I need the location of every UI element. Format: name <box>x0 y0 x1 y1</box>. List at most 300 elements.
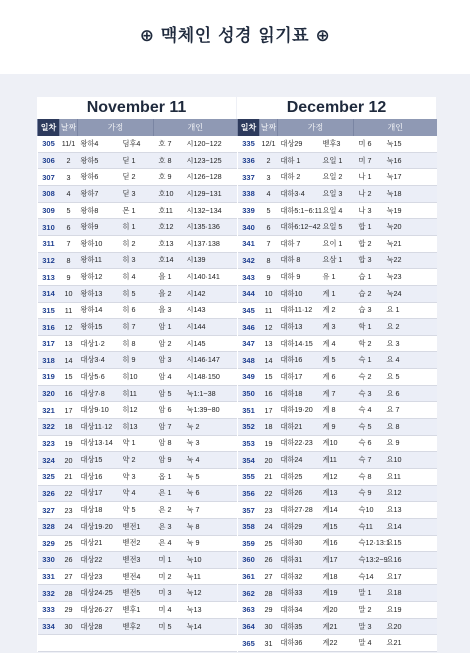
family-reading-1: 대상29 <box>278 136 320 153</box>
day-number: 354 <box>238 452 260 469</box>
table-row <box>238 152 437 169</box>
month-title: December 12 <box>237 97 436 119</box>
day-number: 346 <box>238 319 260 336</box>
december-panel <box>237 97 436 652</box>
personal-reading-1: 호13 <box>154 235 184 252</box>
table-row <box>238 319 437 336</box>
personal-reading-1: 슥11 <box>354 518 384 535</box>
family-reading-1 <box>78 635 120 652</box>
personal-reading-1: 욜 1 <box>154 269 184 286</box>
family-reading-1: 대하25 <box>278 468 320 485</box>
table-row <box>38 169 237 186</box>
family-reading-1: 대상15 <box>78 452 120 469</box>
family-reading-1: 대하35 <box>278 618 320 635</box>
personal-reading-2: 눅23 <box>384 269 437 286</box>
col-header-family: 가정 <box>278 119 354 136</box>
personal-reading-1: 말 2 <box>354 602 384 619</box>
table-row <box>238 535 437 552</box>
date-cell: 9 <box>260 269 278 286</box>
family-reading-2: 약 5 <box>120 502 154 519</box>
day-number: 326 <box>38 485 60 502</box>
personal-reading-1: 암 7 <box>154 419 184 436</box>
family-reading-1: 대상7·8 <box>78 385 120 402</box>
date-cell: 4 <box>260 186 278 203</box>
day-number: 349 <box>238 369 260 386</box>
personal-reading-1: 미 1 <box>154 552 184 569</box>
day-number: 314 <box>38 285 60 302</box>
table-row <box>238 369 437 386</box>
family-reading-1: 대하26 <box>278 485 320 502</box>
table-row <box>238 252 437 269</box>
day-number: 315 <box>38 302 60 319</box>
family-reading-2: 계14 <box>320 502 354 519</box>
col-header-day: 일차 <box>238 119 260 136</box>
family-reading-2: 딛 1 <box>120 152 154 169</box>
personal-reading-2: 눅 9 <box>184 535 237 552</box>
family-reading-2: 히 3 <box>120 252 154 269</box>
personal-reading-2: 시139 <box>184 252 237 269</box>
family-reading-2: 히 2 <box>120 235 154 252</box>
personal-reading-2: 시140·141 <box>184 269 237 286</box>
table-row <box>238 169 437 186</box>
family-reading-2: 계17 <box>320 552 354 569</box>
family-reading-2: 벧전1 <box>120 518 154 535</box>
month-title: November 11 <box>37 97 236 119</box>
personal-reading-2: 눅 7 <box>184 502 237 519</box>
date-cell: 8 <box>260 252 278 269</box>
personal-reading-1: 슥14 <box>354 568 384 585</box>
family-reading-2: 요일 1 <box>320 152 354 169</box>
day-number: 352 <box>238 419 260 436</box>
table-header-row <box>238 119 437 136</box>
personal-reading-2: 눅 3 <box>184 435 237 452</box>
date-cell: 26 <box>60 552 78 569</box>
table-row <box>238 385 437 402</box>
table-row <box>38 518 237 535</box>
personal-reading-1: 암 5 <box>154 385 184 402</box>
day-number: 331 <box>38 568 60 585</box>
personal-reading-2: 요17 <box>384 568 437 585</box>
family-reading-1: 대하3·4 <box>278 186 320 203</box>
date-cell: 12/1 <box>260 136 278 153</box>
table-header-row <box>38 119 237 136</box>
family-reading-1: 대상11·12 <box>78 419 120 436</box>
table-row <box>38 452 237 469</box>
date-cell: 10 <box>60 285 78 302</box>
date-cell: 6 <box>260 219 278 236</box>
table-row <box>38 585 237 602</box>
personal-reading-1: 욘 2 <box>154 502 184 519</box>
family-reading-1: 대하14·15 <box>278 335 320 352</box>
day-number: 359 <box>238 535 260 552</box>
table-row <box>238 335 437 352</box>
family-reading-1: 왕하12 <box>78 269 120 286</box>
personal-reading-2: 눅14 <box>184 618 237 635</box>
date-cell: 30 <box>60 618 78 635</box>
family-reading-2: 벧후2 <box>120 618 154 635</box>
family-reading-2: 요이 1 <box>320 235 354 252</box>
personal-reading-1: 암 2 <box>154 335 184 352</box>
day-number: 322 <box>38 419 60 436</box>
date-cell: 25 <box>260 535 278 552</box>
table-row <box>38 485 237 502</box>
family-reading-2: 히 7 <box>120 319 154 336</box>
date-cell: 11 <box>60 302 78 319</box>
family-reading-2: 요일 3 <box>320 186 354 203</box>
table-row <box>38 468 237 485</box>
date-cell: 16 <box>60 385 78 402</box>
day-number: 323 <box>38 435 60 452</box>
family-reading-1: 대하10 <box>278 285 320 302</box>
day-number: 365 <box>238 635 260 652</box>
personal-reading-1: 나 1 <box>354 169 384 186</box>
family-reading-1: 왕하15 <box>78 319 120 336</box>
date-cell: 18 <box>60 419 78 436</box>
personal-reading-2: 요 5 <box>384 369 437 386</box>
personal-reading-2: 요 4 <box>384 352 437 369</box>
day-number: 358 <box>238 518 260 535</box>
personal-reading-1: 암 6 <box>154 402 184 419</box>
personal-reading-2: 요21 <box>384 635 437 652</box>
col-header-family: 가정 <box>78 119 154 136</box>
table-row <box>238 568 437 585</box>
table-row <box>238 136 437 153</box>
personal-reading-1: 암 3 <box>154 352 184 369</box>
col-header-personal: 개인 <box>354 119 437 136</box>
family-reading-2: 히10 <box>120 369 154 386</box>
date-cell: 13 <box>260 335 278 352</box>
family-reading-2: 히13 <box>120 419 154 436</box>
personal-reading-1: 합 2 <box>354 235 384 252</box>
personal-reading-2: 눅21 <box>384 235 437 252</box>
personal-reading-2: 시146·147 <box>184 352 237 369</box>
table-row <box>238 186 437 203</box>
personal-reading-2: 요19 <box>384 602 437 619</box>
date-cell: 15 <box>260 369 278 386</box>
date-cell: 24 <box>260 518 278 535</box>
table-row <box>238 552 437 569</box>
family-reading-2 <box>120 635 154 652</box>
family-reading-2: 요삼 1 <box>320 252 354 269</box>
table-row <box>38 319 237 336</box>
family-reading-2: 계22 <box>320 635 354 652</box>
personal-reading-2: 눅 8 <box>184 518 237 535</box>
family-reading-1: 왕하13 <box>78 285 120 302</box>
family-reading-1: 왕하9 <box>78 219 120 236</box>
family-reading-2: 요일 4 <box>320 202 354 219</box>
table-row <box>38 186 237 203</box>
table-row <box>238 618 437 635</box>
family-reading-2: 벧전5 <box>120 585 154 602</box>
day-number: 310 <box>38 219 60 236</box>
personal-reading-2: 요12 <box>384 485 437 502</box>
day-number: 330 <box>38 552 60 569</box>
date-cell: 11 <box>260 302 278 319</box>
personal-reading-2 <box>184 635 237 652</box>
personal-reading-2: 요16 <box>384 552 437 569</box>
personal-reading-2: 요18 <box>384 585 437 602</box>
table-row <box>238 585 437 602</box>
col-header-day: 일차 <box>38 119 60 136</box>
personal-reading-1: 암 1 <box>154 319 184 336</box>
date-cell: 22 <box>60 485 78 502</box>
personal-reading-2: 눅 5 <box>184 468 237 485</box>
personal-reading-2: 눅15 <box>384 136 437 153</box>
personal-reading-2: 눅13 <box>184 602 237 619</box>
family-reading-2: 약 1 <box>120 435 154 452</box>
date-cell: 25 <box>60 535 78 552</box>
date-cell <box>60 635 78 652</box>
family-reading-1: 왕하10 <box>78 235 120 252</box>
personal-reading-1: 나 2 <box>354 186 384 203</box>
day-number: 353 <box>238 435 260 452</box>
family-reading-2: 벧후3 <box>320 136 354 153</box>
day-number: 320 <box>38 385 60 402</box>
personal-reading-2: 시144 <box>184 319 237 336</box>
table-row <box>38 369 237 386</box>
table-row <box>38 535 237 552</box>
table-row <box>238 352 437 369</box>
family-reading-2: 계21 <box>320 618 354 635</box>
col-header-date: 날짜 <box>260 119 278 136</box>
day-number: 340 <box>238 219 260 236</box>
personal-reading-2: 시137·138 <box>184 235 237 252</box>
family-reading-1: 대상9·10 <box>78 402 120 419</box>
family-reading-1: 대하 2 <box>278 169 320 186</box>
personal-reading-1: 호12 <box>154 219 184 236</box>
personal-reading-2: 눅12 <box>184 585 237 602</box>
table-row <box>238 452 437 469</box>
date-cell: 9 <box>60 269 78 286</box>
personal-reading-1: 호 7 <box>154 136 184 153</box>
family-reading-1: 왕하4 <box>78 136 120 153</box>
family-reading-2: 계10 <box>320 435 354 452</box>
day-number: 329 <box>38 535 60 552</box>
reading-table <box>237 119 437 652</box>
day-number: 337 <box>238 169 260 186</box>
family-reading-2: 요일 5 <box>320 219 354 236</box>
date-cell: 18 <box>260 419 278 436</box>
personal-reading-2: 시145 <box>184 335 237 352</box>
personal-reading-1: 말 1 <box>354 585 384 602</box>
family-reading-2: 계13 <box>320 485 354 502</box>
family-reading-2: 계18 <box>320 568 354 585</box>
table-row <box>38 419 237 436</box>
day-number: 336 <box>238 152 260 169</box>
family-reading-1: 왕하7 <box>78 186 120 203</box>
family-reading-2: 벧후1 <box>120 602 154 619</box>
date-cell: 13 <box>60 335 78 352</box>
family-reading-1: 왕하11 <box>78 252 120 269</box>
date-cell: 21 <box>260 468 278 485</box>
family-reading-2: 히 8 <box>120 335 154 352</box>
family-reading-1: 대상18 <box>78 502 120 519</box>
table-row <box>38 402 237 419</box>
personal-reading-1: 욜 2 <box>154 285 184 302</box>
date-cell: 12 <box>60 319 78 336</box>
family-reading-2: 딛 3 <box>120 186 154 203</box>
date-cell: 3 <box>260 169 278 186</box>
family-reading-1: 대상24·25 <box>78 585 120 602</box>
personal-reading-2: 요 2 <box>384 319 437 336</box>
family-reading-2: 약 2 <box>120 452 154 469</box>
day-number: 327 <box>38 502 60 519</box>
personal-reading-1: 합 1 <box>354 219 384 236</box>
table-row <box>238 202 437 219</box>
family-reading-1: 대하31 <box>278 552 320 569</box>
family-reading-2: 히 5 <box>120 285 154 302</box>
personal-reading-1: 슥 5 <box>354 419 384 436</box>
personal-reading-1: 미 3 <box>154 585 184 602</box>
table-row <box>238 302 437 319</box>
family-reading-1: 대하17 <box>278 369 320 386</box>
family-reading-2: 계12 <box>320 468 354 485</box>
date-cell: 31 <box>260 635 278 652</box>
table-row <box>38 302 237 319</box>
personal-reading-1: 나 3 <box>354 202 384 219</box>
family-reading-1: 왕하14 <box>78 302 120 319</box>
family-reading-2: 계11 <box>320 452 354 469</box>
table-row <box>238 435 437 452</box>
date-cell: 19 <box>60 435 78 452</box>
day-number: 318 <box>38 352 60 369</box>
family-reading-2: 유 1 <box>320 269 354 286</box>
personal-reading-1: 합 3 <box>354 252 384 269</box>
date-cell: 15 <box>60 369 78 386</box>
personal-reading-1: 슥 8 <box>354 468 384 485</box>
personal-reading-2: 요20 <box>384 618 437 635</box>
personal-reading-1: 암 8 <box>154 435 184 452</box>
family-reading-1: 대상26·27 <box>78 602 120 619</box>
table-row <box>238 419 437 436</box>
date-cell: 2 <box>260 152 278 169</box>
table-row <box>238 285 437 302</box>
day-number: 356 <box>238 485 260 502</box>
date-cell: 17 <box>60 402 78 419</box>
date-cell: 5 <box>260 202 278 219</box>
day-number: 339 <box>238 202 260 219</box>
personal-reading-2: 눅18 <box>384 186 437 203</box>
personal-reading-1: 옵 1 <box>154 468 184 485</box>
personal-reading-1: 미 7 <box>354 152 384 169</box>
personal-reading-1: 슥 9 <box>354 485 384 502</box>
day-number: 306 <box>38 152 60 169</box>
day-number: 335 <box>238 136 260 153</box>
table-row <box>38 502 237 519</box>
personal-reading-2: 요 9 <box>384 435 437 452</box>
personal-reading-2: 눅17 <box>384 169 437 186</box>
personal-reading-1: 욘 1 <box>154 485 184 502</box>
date-cell: 11/1 <box>60 136 78 153</box>
family-reading-1: 대하11·12 <box>278 302 320 319</box>
family-reading-2: 약 4 <box>120 485 154 502</box>
date-cell: 23 <box>260 502 278 519</box>
personal-reading-1: 슥 6 <box>354 435 384 452</box>
personal-reading-1: 암 4 <box>154 369 184 386</box>
table-row <box>238 502 437 519</box>
family-reading-1: 대하 1 <box>278 152 320 169</box>
family-reading-2: 계 5 <box>320 352 354 369</box>
family-reading-2: 히 1 <box>120 219 154 236</box>
day-number: 342 <box>238 252 260 269</box>
family-reading-1: 대하27·28 <box>278 502 320 519</box>
personal-reading-1: 미 5 <box>154 618 184 635</box>
page-title: ⊕ 맥체인 성경 읽기표 ⊕ <box>139 25 331 46</box>
day-number: 313 <box>38 269 60 286</box>
personal-reading-1: 습 2 <box>354 285 384 302</box>
personal-reading-1: 학 1 <box>354 319 384 336</box>
personal-reading-1: 슥 1 <box>354 352 384 369</box>
table-row <box>38 136 237 153</box>
table-row <box>38 635 237 652</box>
personal-reading-1: 암 9 <box>154 452 184 469</box>
family-reading-1: 대하33 <box>278 585 320 602</box>
day-number: 350 <box>238 385 260 402</box>
family-reading-1: 대하30 <box>278 535 320 552</box>
personal-reading-2: 시120~122 <box>184 136 237 153</box>
family-reading-2: 계 6 <box>320 369 354 386</box>
personal-reading-1: 호 8 <box>154 152 184 169</box>
family-reading-2: 계15 <box>320 518 354 535</box>
date-cell: 16 <box>260 385 278 402</box>
personal-reading-1: 욘 3 <box>154 518 184 535</box>
personal-reading-1: 슥 4 <box>354 402 384 419</box>
day-number: 332 <box>38 585 60 602</box>
personal-reading-2: 눅11 <box>184 568 237 585</box>
family-reading-2: 딤후4 <box>120 136 154 153</box>
personal-reading-2: 시132~134 <box>184 202 237 219</box>
table-row <box>238 219 437 236</box>
day-number: 344 <box>238 285 260 302</box>
family-reading-1: 대상16 <box>78 468 120 485</box>
family-reading-1: 대상21 <box>78 535 120 552</box>
table-row <box>238 635 437 652</box>
personal-reading-2: 요11 <box>384 468 437 485</box>
family-reading-2: 계 9 <box>320 419 354 436</box>
personal-reading-1: 욜 3 <box>154 302 184 319</box>
date-cell: 20 <box>60 452 78 469</box>
date-cell: 14 <box>260 352 278 369</box>
personal-reading-2: 요 6 <box>384 385 437 402</box>
day-number <box>38 635 60 652</box>
personal-reading-1: 슥13:2~9 <box>354 552 384 569</box>
date-cell: 7 <box>260 235 278 252</box>
personal-reading-1: 슥 2 <box>354 369 384 386</box>
family-reading-2: 벧전3 <box>120 552 154 569</box>
personal-reading-1: 학 2 <box>354 335 384 352</box>
table-row <box>38 269 237 286</box>
family-reading-1: 대상13·14 <box>78 435 120 452</box>
date-cell: 17 <box>260 402 278 419</box>
day-number: 309 <box>38 202 60 219</box>
family-reading-1: 대하5:1~6:11 <box>278 202 320 219</box>
table-row <box>38 202 237 219</box>
family-reading-1: 대상23 <box>78 568 120 585</box>
personal-reading-2: 눅1:1~38 <box>184 385 237 402</box>
personal-reading-2: 요15 <box>384 535 437 552</box>
personal-reading-2: 눅 4 <box>184 452 237 469</box>
family-reading-1: 대하36 <box>278 635 320 652</box>
family-reading-1: 대하32 <box>278 568 320 585</box>
day-number: 333 <box>38 602 60 619</box>
family-reading-2: 계 3 <box>320 319 354 336</box>
family-reading-1: 왕하6 <box>78 169 120 186</box>
personal-reading-1: 욘 4 <box>154 535 184 552</box>
family-reading-2: 히11 <box>120 385 154 402</box>
family-reading-1: 왕하5 <box>78 152 120 169</box>
family-reading-1: 왕하8 <box>78 202 120 219</box>
day-number: 305 <box>38 136 60 153</box>
